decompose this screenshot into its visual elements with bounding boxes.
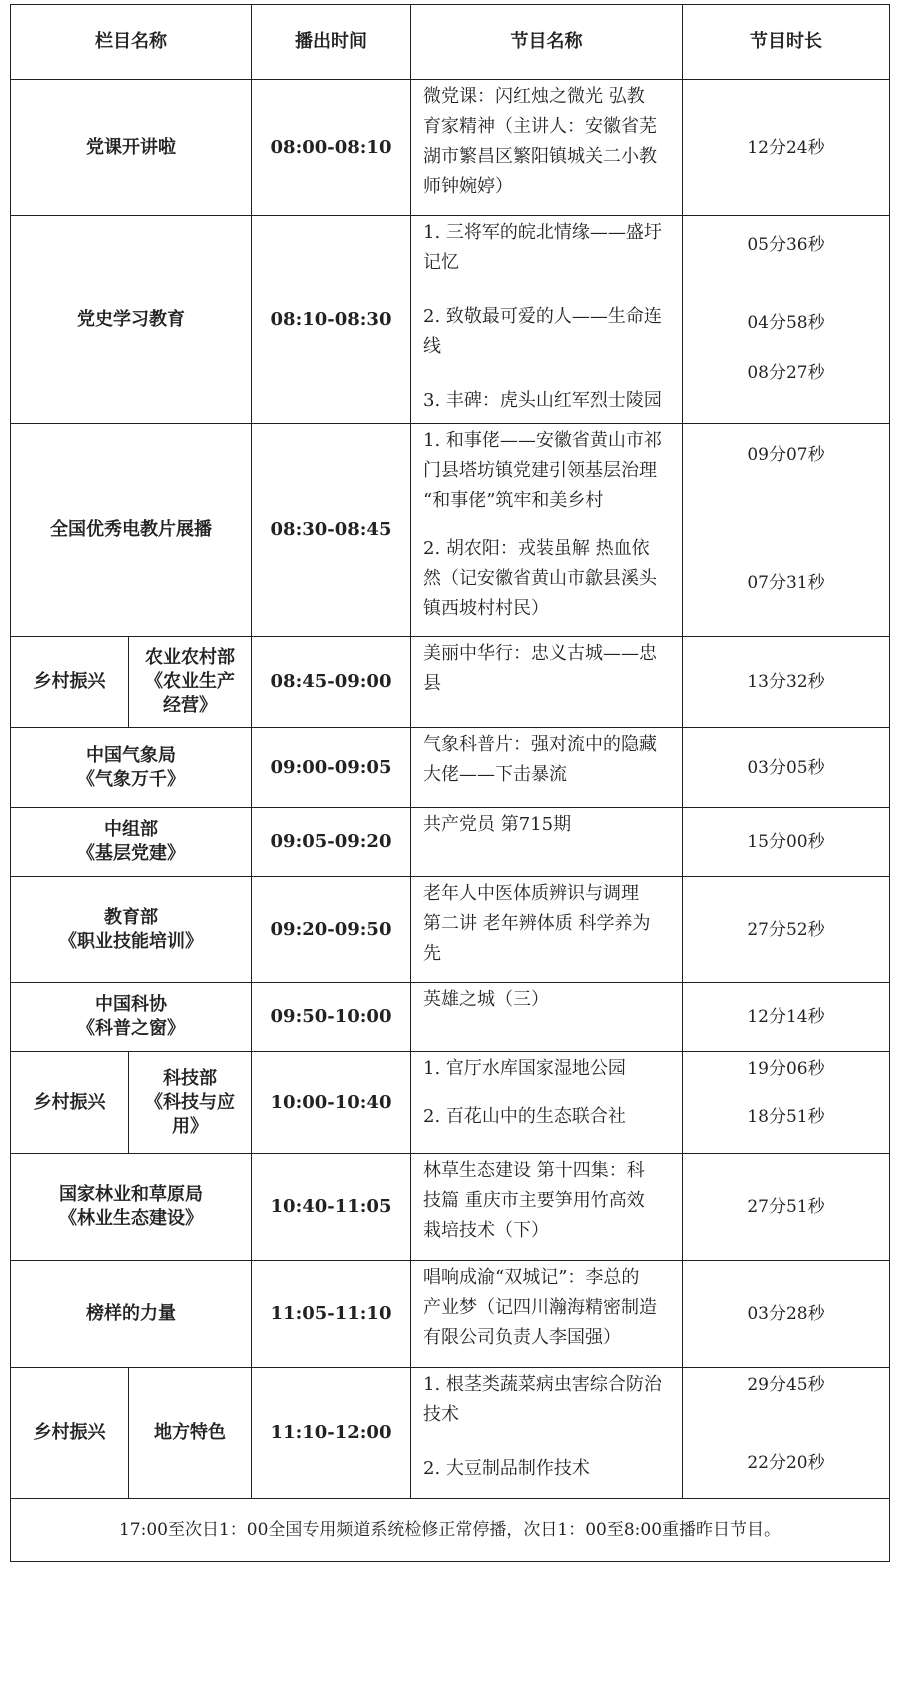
program-name: 1. 官厅水库国家湿地公园 2. 百花山中的生态联合社 [411,1052,683,1154]
broadcast-time: 11:05-11:10 [252,1261,411,1368]
table-row [11,637,890,728]
program-name: 林草生态建设 第十四集：科 技篇 重庆市主要笋用竹高效 栽培技术（下） [411,1154,683,1261]
table-row [11,424,890,637]
table-row [11,983,890,1052]
program-name: 1. 和事佬——安徽省黄山市祁 门县塔坊镇党建引领基层治理 “和事佬”筑牢和美乡村 2. 胡农阳：戎装虽解 热血依 然（记安徽省黄山市歙县溪头 镇西坡村村民） [411,424,683,637]
header-broadcast-time: 播出时间 [252,5,411,80]
program-name: 唱响成渝“双城记”：李总的 产业梦（记四川瀚海精密制造 有限公司负责人李国强） [411,1261,683,1368]
table-row [11,1052,890,1154]
column-name: 教育部 《职业技能培训》 [11,877,252,983]
program-duration: 05分36秒 04分58秒 08分27秒 [683,216,890,424]
column-name: 党史学习教育 [11,216,252,424]
program-duration: 27分52秒 [683,877,890,983]
broadcast-time: 09:05-09:20 [252,808,411,877]
column-name: 国家林业和草原局 《林业生态建设》 [11,1154,252,1261]
column-name: 中国气象局 《气象万千》 [11,728,252,808]
program-duration: 12分14秒 [683,983,890,1052]
program-name: 共产党员 第715期 [411,808,683,877]
program-name: 英雄之城（三） [411,983,683,1052]
broadcast-time: 08:10-08:30 [252,216,411,424]
header-row [11,5,890,80]
broadcast-time: 09:00-09:05 [252,728,411,808]
program-duration: 09分07秒 07分31秒 [683,424,890,637]
table-row [11,877,890,983]
program-name: 美丽中华行：忠义古城——忠 县 [411,637,683,728]
table-row [11,1368,890,1499]
broadcast-time: 09:50-10:00 [252,983,411,1052]
table-row [11,728,890,808]
program-name: 老年人中医体质辨识与调理 第二讲 老年辨体质 科学养为 先 [411,877,683,983]
column-name: 党课开讲啦 [11,80,252,216]
column-group: 乡村振兴 [11,637,129,728]
broadcast-time: 08:00-08:10 [252,80,411,216]
table-row [11,1261,890,1368]
broadcast-time: 11:10-12:00 [252,1368,411,1499]
column-name: 全国优秀电教片展播 [11,424,252,637]
column-subname: 地方特色 [129,1368,252,1499]
broadcast-time: 10:40-11:05 [252,1154,411,1261]
broadcast-time: 08:45-09:00 [252,637,411,728]
schedule-table [10,4,890,1562]
footer-row [11,1499,890,1562]
program-name: 微党课：闪红烛之微光 弘教 育家精神（主讲人：安徽省芜 湖市繁昌区繁阳镇城关二小教 师钟婉婷） [411,80,683,216]
column-group: 乡村振兴 [11,1052,129,1154]
table-row [11,1154,890,1261]
table-row [11,808,890,877]
table-row [11,80,890,216]
program-duration: 03分28秒 [683,1261,890,1368]
program-duration: 15分00秒 [683,808,890,877]
program-duration: 27分51秒 [683,1154,890,1261]
program-duration: 03分05秒 [683,728,890,808]
column-subname: 科技部 《科技与应 用》 [129,1052,252,1154]
column-name: 榜样的力量 [11,1261,252,1368]
header-program-duration: 节目时长 [683,5,890,80]
broadcast-time: 08:30-08:45 [252,424,411,637]
program-duration: 19分06秒 18分51秒 [683,1052,890,1154]
column-subname: 农业农村部 《农业生产 经营》 [129,637,252,728]
footer-note: 17:00至次日1：00全国专用频道系统检修正常停播，次日1：00至8:00重播昨日节目。 [11,1499,890,1562]
program-name: 1. 三将军的皖北情缘——盛圩 记忆 2. 致敬最可爱的人——生命连 线 3. 丰碑：虎头山红军烈士陵园 [411,216,683,424]
schedule-wrapper [10,4,890,1562]
program-name: 气象科普片：强对流中的隐藏 大佬——下击暴流 [411,728,683,808]
program-duration: 29分45秒 22分20秒 [683,1368,890,1499]
program-duration: 12分24秒 [683,80,890,216]
table-row [11,216,890,424]
column-name: 中组部 《基层党建》 [11,808,252,877]
program-name: 1. 根茎类蔬菜病虫害综合防治 技术 2. 大豆制品制作技术 [411,1368,683,1499]
broadcast-time: 10:00-10:40 [252,1052,411,1154]
broadcast-time: 09:20-09:50 [252,877,411,983]
program-duration: 13分32秒 [683,637,890,728]
column-name: 中国科协 《科普之窗》 [11,983,252,1052]
header-program-name: 节目名称 [411,5,683,80]
column-group: 乡村振兴 [11,1368,129,1499]
header-column-name: 栏目名称 [11,5,252,80]
